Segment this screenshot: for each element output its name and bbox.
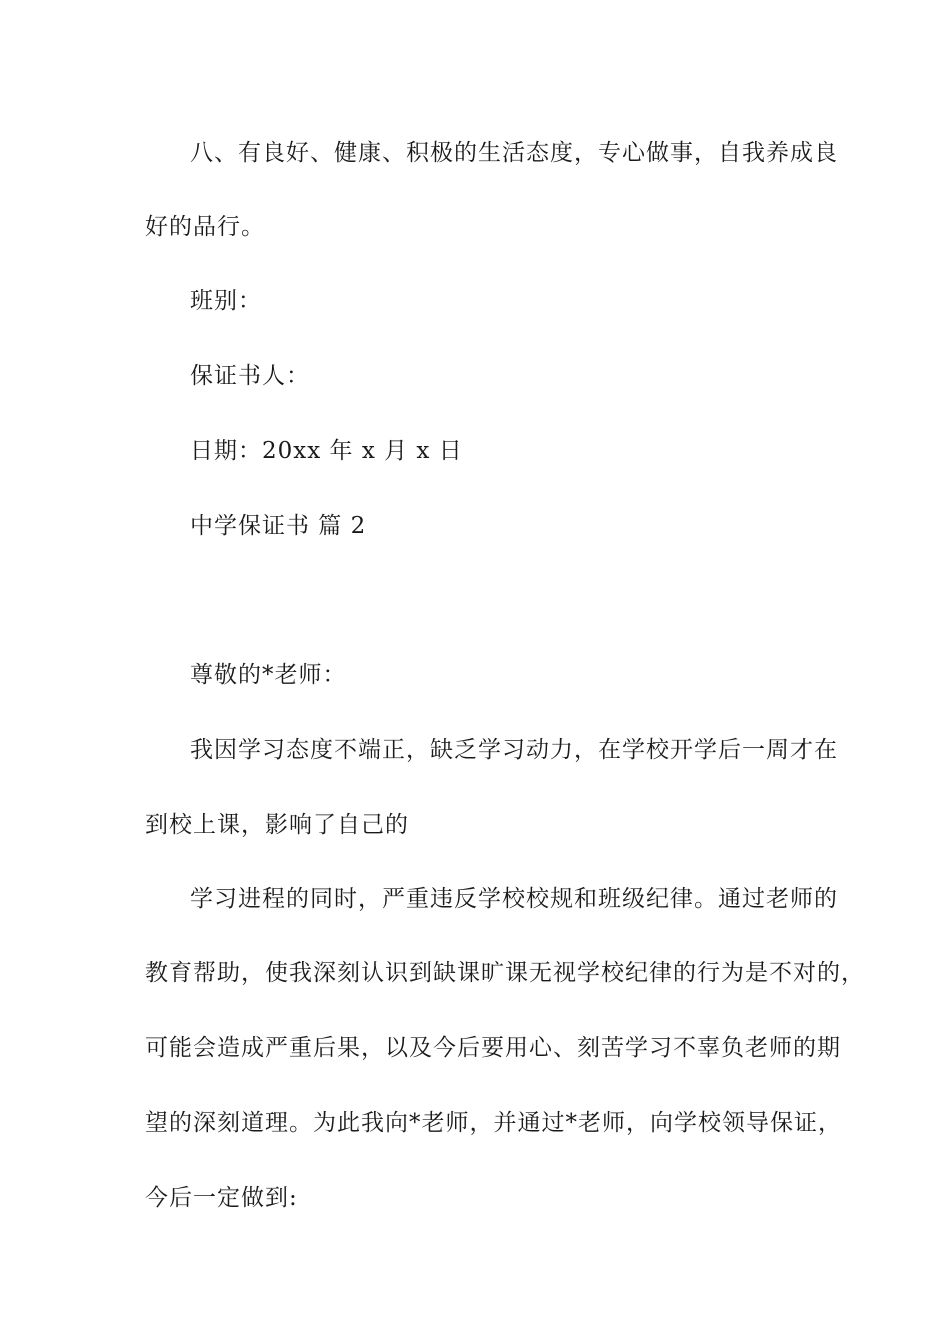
class-label: 班别：: [190, 288, 262, 314]
date-line: 日期：20xx 年 x 月 x 日: [190, 438, 463, 464]
paragraph-line: 学习进程的同时，严重违反学校校规和班级纪律。通过老师的: [190, 886, 838, 912]
salutation: 尊敬的*老师：: [190, 662, 347, 688]
paragraph-line: 教育帮助，使我深刻认识到缺课旷课无视学校纪律的行为是不对的，: [145, 960, 865, 986]
paragraph-line: 今后一定做到:: [145, 1185, 298, 1211]
paragraph-line: 望的深刻道理。为此我向*老师，并通过*老师，向学校领导保证，: [145, 1110, 842, 1136]
section-title: 中学保证书 篇 2: [190, 513, 367, 539]
guarantor-label: 保证书人：: [190, 363, 310, 389]
paragraph-line: 我因学习态度不端正，缺乏学习动力，在学校开学后一周才在: [190, 737, 838, 763]
paragraph-line: 八、有良好、健康、积极的生活态度，专心做事，自我养成良: [190, 140, 838, 166]
paragraph-line: 到校上课，影响了自己的: [145, 812, 409, 838]
paragraph-line: 可能会造成严重后果，以及今后要用心、刻苦学习不辜负老师的期: [145, 1035, 841, 1061]
paragraph-line: 好的品行。: [145, 214, 265, 240]
